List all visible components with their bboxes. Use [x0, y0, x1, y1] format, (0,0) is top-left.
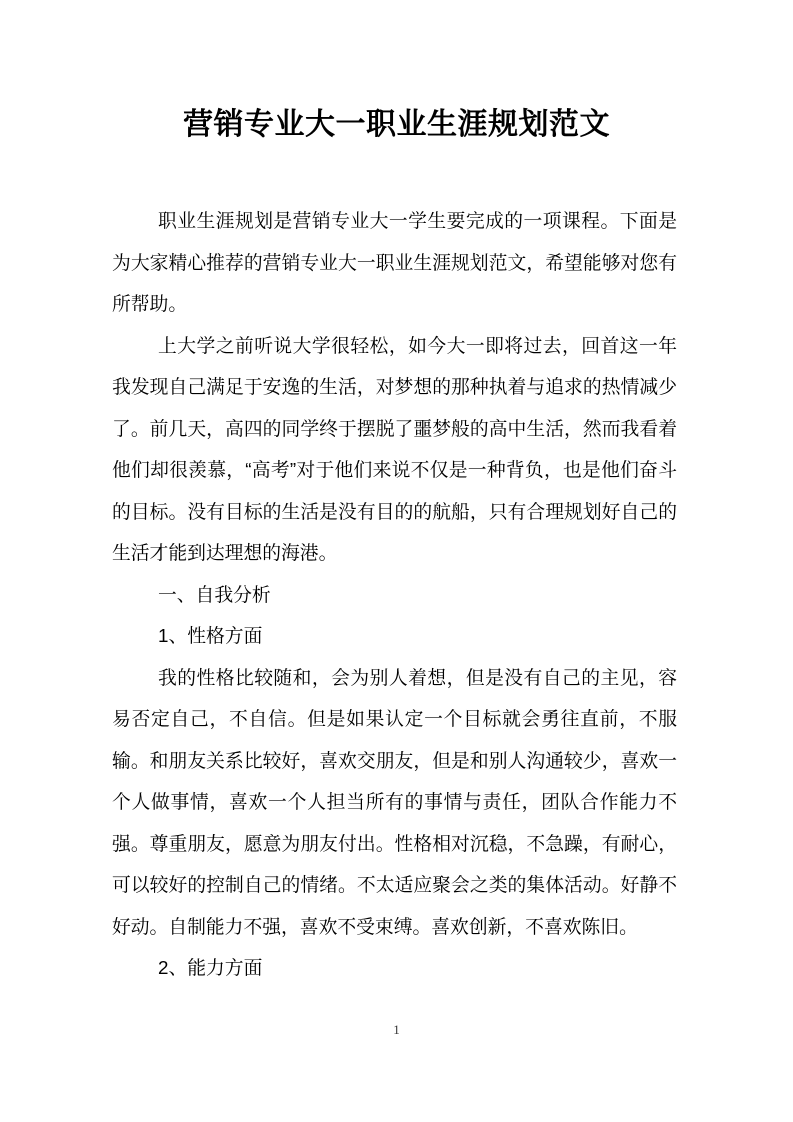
body-paragraph: 上大学之前听说大学很轻松，如今大一即将过去，回首这一年我发现自己满足于安逸的生活，对梦想的那种执着与追求的热情减少了。前几天，高四的同学终于摆脱了噩梦般的高中生活，然而我看着他们却很羡慕，“高考”对于他们来说不仅是一种背负，也是他们奋斗的目标。没有目标的生活是没有目的的航船，只有合理规划好自己的生活才能到达理想的海港。 [112, 334, 677, 563]
body-paragraph: 我的性格比较随和，会为别人着想，但是没有自己的主见，容易否定自己，不自信。但是如果认定一个目标就会勇往直前，不服输。和朋友关系比较好，喜欢交朋友，但是和别人沟通较少，喜欢一个人做事情，喜欢一个人担当所有的事情与责任，团队合作能力不强。尊重朋友，愿意为朋友付出。性格相对沉稳，不急躁，有耐心，可以较好的控制自己的情绪。不太适应聚会之类的集体活动。好静不好动。自制能力不强，喜欢不受束缚。喜欢创新，不喜欢陈旧。 [112, 666, 677, 937]
document-body [112, 200, 677, 989]
section-heading: 1、性格方面 [158, 625, 263, 646]
section-heading: 一、自我分析 [158, 583, 271, 605]
document-title: 营销专业大一职业生涯规划范文 [183, 108, 610, 141]
page-number: 1 [393, 1022, 400, 1037]
body-paragraph: 职业生涯规划是营销专业大一学生要完成的一项课程。下面是为大家精心推荐的营销专业大一职业生涯规划范文，希望能够对您有所帮助。 [112, 210, 677, 314]
section-heading: 2、能力方面 [158, 957, 263, 978]
